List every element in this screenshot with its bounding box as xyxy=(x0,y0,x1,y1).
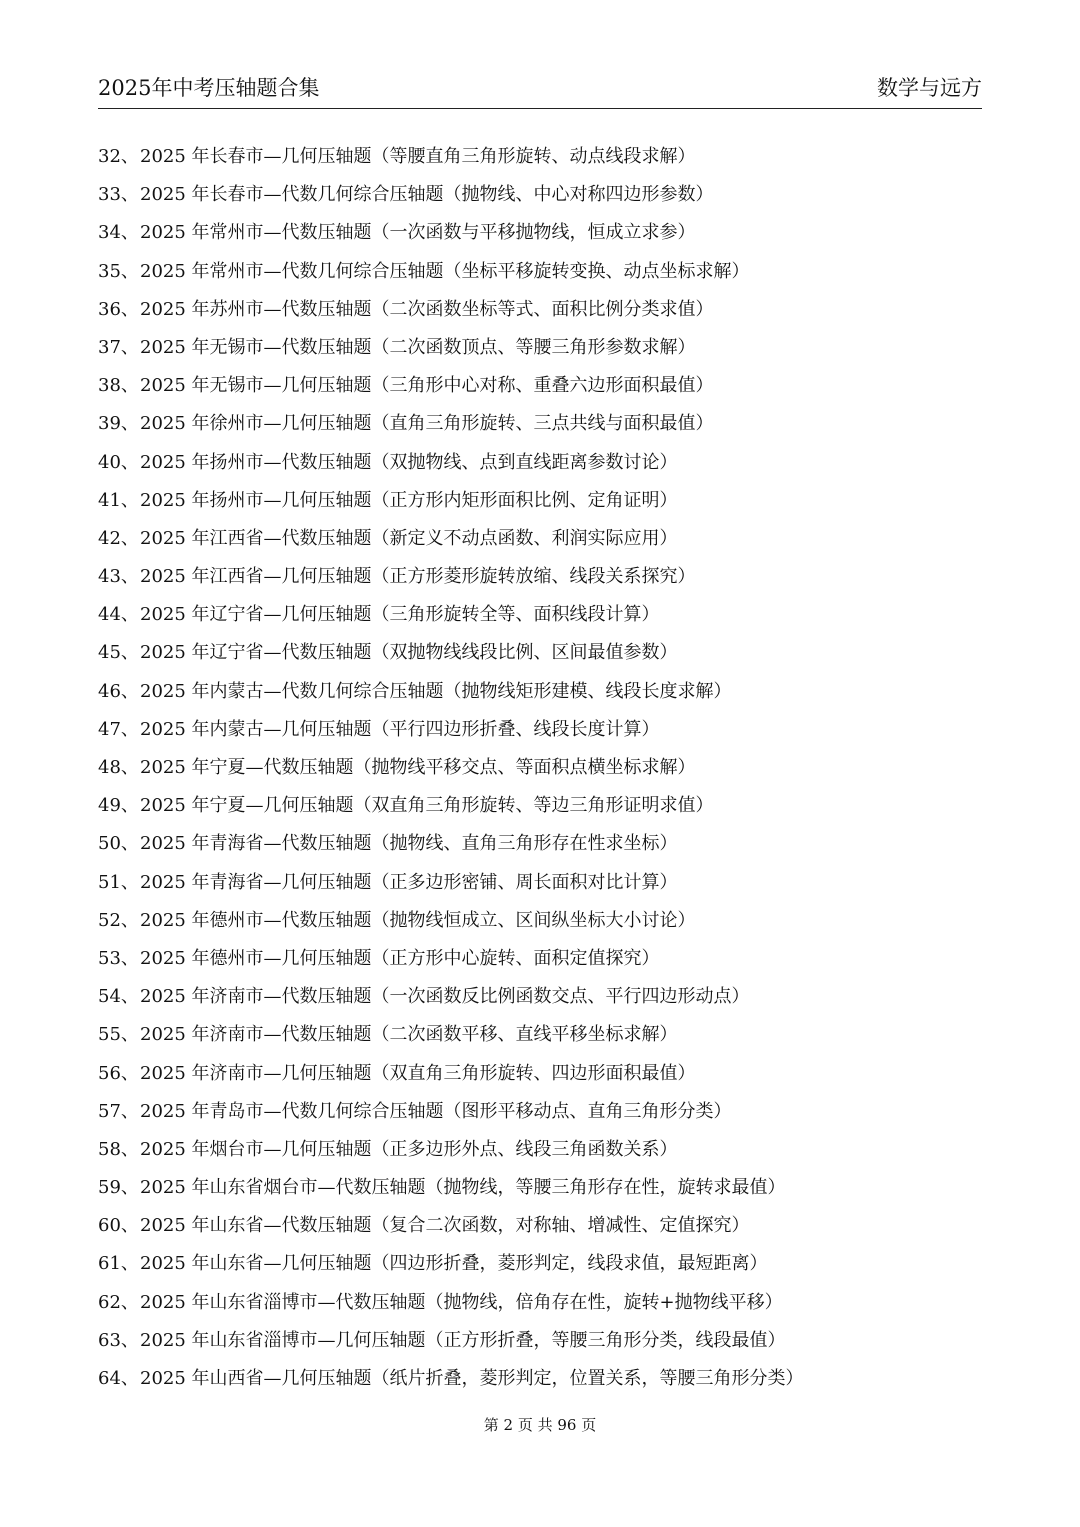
item-title: 2025 年山东省淄博市—几何压轴题（正方形折叠，等腰三角形分类，线段最值） xyxy=(140,1329,786,1351)
list-item xyxy=(98,1016,998,1054)
item-title: 2025 年山西省—几何压轴题（纸片折叠，菱形判定，位置关系，等腰三角形分类） xyxy=(140,1368,804,1389)
item-title: 2025 年德州市—代数压轴题（抛物线恒成立、区间纵坐标大小讨论） xyxy=(140,909,696,931)
list-item xyxy=(98,138,998,176)
item-title: 2025 年德州市—几何压轴题（正方形中心旋转、面积定值探究） xyxy=(140,947,660,969)
item-title: 2025 年徐州市—几何压轴题（直角三角形旋转、三点共线与面积最值） xyxy=(140,413,714,435)
list-item xyxy=(98,214,998,252)
item-number: 52、 xyxy=(98,909,139,931)
item-title: 2025 年青海省—几何压轴题（正多边形密铺、周长面积对比计算） xyxy=(140,871,678,893)
item-number: 46、 xyxy=(98,680,139,702)
list-item xyxy=(98,634,998,672)
item-number: 47、 xyxy=(98,718,139,740)
item-number: 60、 xyxy=(98,1215,139,1237)
item-title: 2025 年扬州市—几何压轴题（正方形内矩形面积比例、定角证明） xyxy=(140,489,678,511)
list-item xyxy=(98,1207,998,1245)
item-number: 39、 xyxy=(98,413,139,435)
item-title: 2025 年山东省烟台市—代数压轴题（抛物线，等腰三角形存在性，旋转求最值） xyxy=(140,1177,786,1199)
item-number: 59、 xyxy=(98,1177,139,1199)
item-number: 54、 xyxy=(98,986,139,1008)
item-title: 2025 年内蒙古—几何压轴题（平行四边形折叠、线段长度计算） xyxy=(140,718,660,740)
list-item xyxy=(98,902,998,940)
item-title: 2025 年济南市—几何压轴题（双直角三角形旋转、四边形面积最值） xyxy=(140,1062,696,1084)
list-item xyxy=(98,291,998,329)
item-title: 2025 年扬州市—代数压轴题（双抛物线、点到直线距离参数讨论） xyxy=(140,451,678,473)
item-number: 41、 xyxy=(98,489,139,511)
item-title: 2025 年苏州市—代数压轴题（二次函数坐标等式、面积比例分类求值） xyxy=(140,298,714,320)
item-title: 2025 年宁夏—几何压轴题（双直角三角形旋转、等边三角形证明求值） xyxy=(140,795,714,817)
list-item xyxy=(98,711,998,749)
item-title: 2025 年青岛市—代数几何综合压轴题（图形平移动点、直角三角形分类） xyxy=(140,1100,732,1122)
list-item xyxy=(98,596,998,634)
list-item xyxy=(98,1360,998,1398)
item-number: 53、 xyxy=(98,947,139,969)
list-item xyxy=(98,176,998,214)
item-title: 2025 年常州市—代数压轴题（一次函数与平移抛物线，恒成立求参） xyxy=(140,222,696,244)
item-title: 2025 年内蒙古—代数几何综合压轴题（抛物线矩形建模、线段长度求解） xyxy=(140,680,732,702)
document-title: 2025年中考压轴题合集 xyxy=(98,76,320,100)
list-item xyxy=(98,1169,998,1207)
item-title: 2025 年江西省—几何压轴题（正方形菱形旋转放缩、线段关系探究） xyxy=(140,566,696,588)
item-title: 2025 年江西省—代数压轴题（新定义不动点函数、利润实际应用） xyxy=(140,527,678,549)
list-item xyxy=(98,1055,998,1093)
item-title: 2025 年辽宁省—几何压轴题（三角形旋转全等、面积线段计算） xyxy=(140,604,660,626)
item-number: 40、 xyxy=(98,451,139,473)
item-number: 49、 xyxy=(98,795,139,817)
item-number: 33、 xyxy=(98,184,139,206)
item-title: 2025 年常州市—代数几何综合压轴题（坐标平移旋转变换、动点坐标求解） xyxy=(140,260,750,282)
brand-name: 数学与远方 xyxy=(877,76,982,100)
list-item xyxy=(98,978,998,1016)
list-item xyxy=(98,405,998,443)
item-title: 2025 年无锡市—代数压轴题（二次函数顶点、等腰三角形参数求解） xyxy=(140,336,696,358)
item-title: 2025 年烟台市—几何压轴题（正多边形外点、线段三角函数关系） xyxy=(140,1138,678,1160)
item-number: 61、 xyxy=(98,1253,139,1275)
list-item xyxy=(98,1322,998,1360)
item-number: 58、 xyxy=(98,1138,139,1160)
item-title: 2025 年济南市—代数压轴题（二次函数平移、直线平移坐标求解） xyxy=(140,1024,678,1046)
item-number: 37、 xyxy=(98,336,139,358)
list-item xyxy=(98,1131,998,1169)
item-number: 36、 xyxy=(98,298,139,320)
item-number: 45、 xyxy=(98,642,139,664)
item-number: 34、 xyxy=(98,222,139,244)
item-number: 64、 xyxy=(98,1368,139,1389)
list-item xyxy=(98,482,998,520)
item-title: 2025 年无锡市—几何压轴题（三角形中心对称、重叠六边形面积最值） xyxy=(140,375,714,397)
table-of-contents xyxy=(98,138,998,1398)
item-number: 57、 xyxy=(98,1100,139,1122)
list-item xyxy=(98,825,998,863)
list-item xyxy=(98,558,998,596)
item-number: 51、 xyxy=(98,871,139,893)
item-number: 48、 xyxy=(98,757,139,778)
item-number: 56、 xyxy=(98,1062,139,1084)
item-title: 2025 年辽宁省—代数压轴题（双抛物线线段比例、区间最值参数） xyxy=(140,642,678,664)
item-number: 50、 xyxy=(98,833,139,855)
list-item xyxy=(98,367,998,405)
page-header xyxy=(98,70,982,109)
list-item xyxy=(98,520,998,558)
item-number: 38、 xyxy=(98,375,139,397)
list-item xyxy=(98,1093,998,1131)
list-item xyxy=(98,749,998,787)
item-title: 2025 年长春市—代数几何综合压轴题（抛物线、中心对称四边形参数） xyxy=(140,184,714,206)
list-item xyxy=(98,1245,998,1283)
item-title: 2025 年青海省—代数压轴题（抛物线、直角三角形存在性求坐标） xyxy=(140,833,678,855)
item-number: 62、 xyxy=(98,1291,139,1313)
page-number: 第 2 页 共 96 页 xyxy=(483,1416,597,1434)
item-title: 2025 年山东省淄博市—代数压轴题（抛物线，倍角存在性，旋转+抛物线平移） xyxy=(140,1291,783,1313)
list-item xyxy=(98,329,998,367)
item-title: 2025 年山东省—代数压轴题（复合二次函数，对称轴、增减性、定值探究） xyxy=(140,1215,750,1237)
item-number: 63、 xyxy=(98,1329,139,1351)
item-number: 35、 xyxy=(98,260,139,282)
item-number: 55、 xyxy=(98,1024,139,1046)
item-title: 2025 年山东省—几何压轴题（四边形折叠，菱形判定，线段求值，最短距离） xyxy=(140,1253,768,1275)
item-number: 44、 xyxy=(98,604,139,626)
list-item xyxy=(98,253,998,291)
list-item xyxy=(98,673,998,711)
item-number: 42、 xyxy=(98,527,139,549)
item-number: 32、 xyxy=(98,146,139,167)
item-title: 2025 年宁夏—代数压轴题（抛物线平移交点、等面积点横坐标求解） xyxy=(140,757,696,778)
item-title: 2025 年济南市—代数压轴题（一次函数反比例函数交点、平行四边形动点） xyxy=(140,986,750,1008)
list-item xyxy=(98,1284,998,1322)
item-title: 2025 年长春市—几何压轴题（等腰直角三角形旋转、动点线段求解） xyxy=(140,146,696,167)
list-item xyxy=(98,940,998,978)
item-number: 43、 xyxy=(98,566,139,588)
list-item xyxy=(98,864,998,902)
list-item xyxy=(98,444,998,482)
list-item xyxy=(98,787,998,825)
